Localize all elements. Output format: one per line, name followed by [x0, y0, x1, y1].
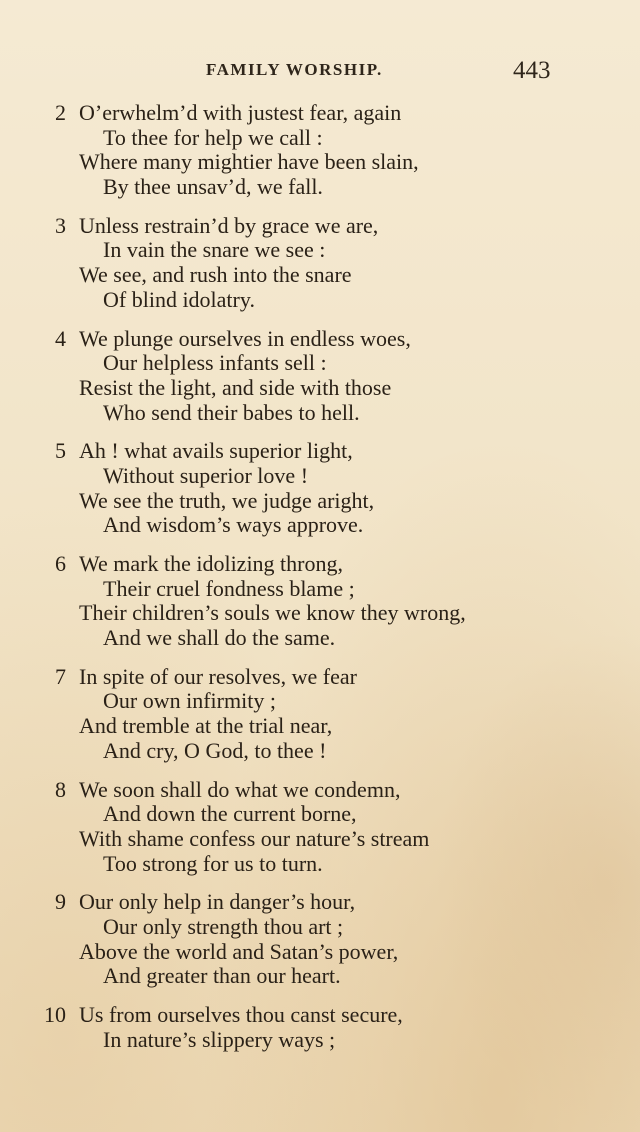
verse-line	[0, 214, 640, 239]
verse-line	[0, 890, 640, 915]
verse-line	[0, 1003, 640, 1028]
verse-line-text: And cry, O God, to thee !	[103, 737, 327, 763]
verse-line-text: To thee for help we call :	[103, 124, 323, 150]
verse-number: 10	[44, 1002, 66, 1027]
verse	[0, 552, 640, 651]
verse-line	[0, 714, 640, 739]
verse-line	[0, 263, 640, 288]
verse-line-text: And tremble at the trial near,	[79, 713, 333, 739]
verse-line	[0, 802, 640, 827]
verse-line-text: And down the current borne,	[103, 801, 357, 827]
verse-number: 8	[55, 776, 66, 802]
hymn-text	[0, 101, 640, 1066]
verse-number: 4	[55, 325, 66, 351]
verse-number: 3	[55, 212, 66, 238]
verse-line	[0, 940, 640, 965]
verse-line	[0, 351, 640, 376]
page-number: 443	[513, 57, 551, 84]
verse-line	[0, 238, 640, 263]
verse-line	[0, 439, 640, 464]
verse-line	[0, 150, 640, 175]
verse-line	[0, 577, 640, 602]
verse-line-text: Too strong for us to turn.	[103, 850, 323, 876]
running-head: FAMILY WORSHIP.	[206, 60, 383, 79]
verse-line-text: Their children’s souls we know they wrong,	[79, 600, 466, 626]
verse-line	[0, 601, 640, 626]
verse-line-text: We see, and rush into the snare	[79, 262, 352, 288]
verse-line-text: By thee unsav’d, we fall.	[103, 174, 323, 200]
verse-line-text: Unless restrain’d by grace we are,	[79, 212, 379, 238]
verse-line-text: Their cruel fondness blame ;	[103, 575, 355, 601]
verse-line	[0, 852, 640, 877]
verse-line	[0, 288, 640, 313]
verse-line	[0, 827, 640, 852]
verse-line	[0, 739, 640, 764]
verse-line	[0, 513, 640, 538]
verse-line	[0, 464, 640, 489]
verse	[0, 439, 640, 538]
verse-line	[0, 626, 640, 651]
verse-number: 5	[55, 438, 66, 464]
verse-line-text: Us from ourselves thou canst secure,	[79, 1002, 403, 1027]
verse-line	[0, 915, 640, 940]
verse-line-text: We mark the idolizing throng,	[79, 551, 343, 576]
verse-number: 7	[55, 663, 66, 689]
verse-line-text: Our only strength thou art ;	[103, 913, 344, 939]
verse-line	[0, 552, 640, 577]
verse-line-text: Our helpless infants sell :	[103, 350, 327, 376]
verse	[0, 101, 640, 200]
verse	[0, 327, 640, 426]
verse-line-text: We see the truth, we judge aright,	[79, 487, 375, 513]
verse-line	[0, 126, 640, 151]
verse-line	[0, 101, 640, 126]
verse-line	[0, 964, 640, 989]
verse-line-text: In vain the snare we see :	[103, 237, 326, 263]
verse-line	[0, 489, 640, 514]
verse-line	[0, 665, 640, 690]
verse-line-text: Without superior love !	[103, 462, 309, 488]
verse-line	[0, 778, 640, 803]
verse-line	[0, 1028, 640, 1053]
verse-line-text: Above the world and Satan’s power,	[79, 938, 399, 964]
verse-line-text: And we shall do the same.	[103, 625, 336, 651]
verse-line-text: In spite of our resolves, we fear	[79, 663, 357, 689]
verse-line-text: And greater than our heart.	[103, 963, 341, 989]
verse-number: 2	[55, 100, 66, 125]
verse-line-text: In nature’s slippery ways ;	[103, 1026, 336, 1052]
verse-line-text: And wisdom’s ways approve.	[103, 512, 364, 538]
verse-line-text: O’erwhelm’d with justest fear, again	[79, 100, 402, 125]
verse-line	[0, 689, 640, 714]
verse-line-text: We plunge ourselves in endless woes,	[79, 325, 411, 351]
verse-number: 9	[55, 889, 66, 915]
verse	[0, 665, 640, 764]
verse-line-text: Our own infirmity ;	[103, 688, 276, 714]
verse-line-text: Our only help in danger’s hour,	[79, 889, 356, 915]
verse-line-text: Who send their babes to hell.	[103, 399, 360, 425]
verse-line-text: We soon shall do what we condemn,	[79, 776, 401, 802]
verse	[0, 1003, 640, 1052]
verse-line-text: Resist the light, and side with those	[79, 374, 392, 400]
verse-line	[0, 401, 640, 426]
verse	[0, 890, 640, 989]
verse-line	[0, 175, 640, 200]
verse-line-text: Of blind idolatry.	[103, 286, 255, 312]
verse-line-text: Where many mightier have been slain,	[79, 149, 419, 175]
verse-line-text: With shame confess our nature’s stream	[79, 825, 430, 851]
verse	[0, 214, 640, 313]
verse	[0, 778, 640, 877]
verse-line	[0, 327, 640, 352]
verse-number: 6	[55, 551, 66, 576]
verse-line	[0, 376, 640, 401]
verse-line-text: Ah ! what avails superior light,	[79, 438, 353, 464]
